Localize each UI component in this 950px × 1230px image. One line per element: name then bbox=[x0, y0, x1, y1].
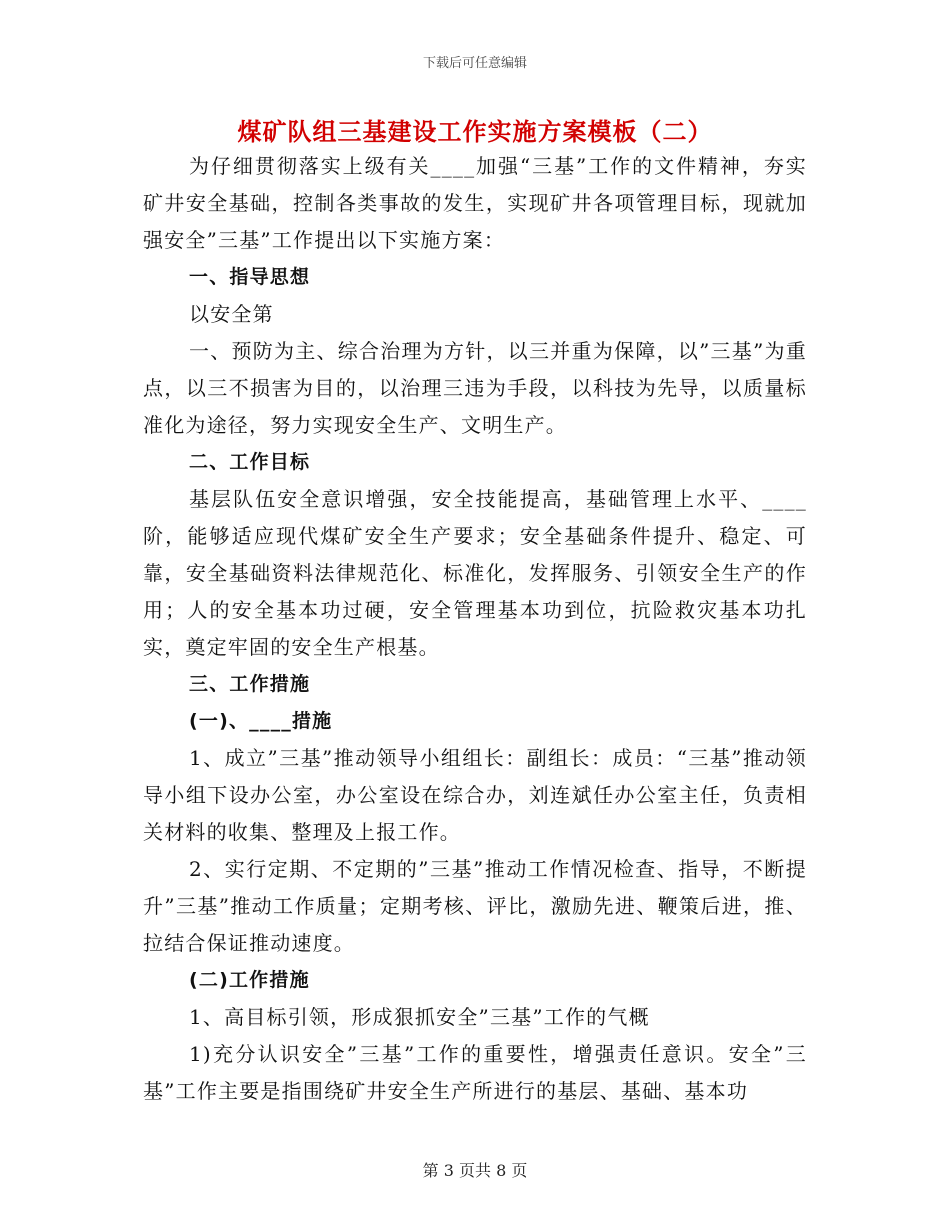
paragraph-measure-2: 2、实行定期、不定期的”三基”推动工作情况检查、指导，不断提升”三基”推动工作质量；定期考核、评比，激励先进、鞭策后进，推、拉结合保证推动速度。 bbox=[143, 857, 807, 955]
header-note: 下载后可任意编辑 bbox=[422, 56, 527, 71]
page-number: 第 3 页共 8 页 bbox=[422, 1161, 528, 1180]
paragraph-safety-first: 以安全第 bbox=[189, 302, 274, 326]
section-heading-work-measures: 三、工作措施 bbox=[189, 673, 311, 695]
paragraph-high-goal: 1、高目标引领，形成狠抓安全”三基”工作的气概 bbox=[189, 1005, 650, 1029]
paragraph-policy: 一、预防为主、综合治理为方针，以三并重为保障，以”三基”为重点，以三不损害为目的，以治理三违为手段，以科技为先导，以质量标准化为途径，努力实现安全生产、文明生产。 bbox=[143, 339, 807, 437]
subsection-heading-1: (一)、____措施 bbox=[189, 710, 333, 732]
subsection-heading-2: (二)工作措施 bbox=[189, 969, 310, 991]
section-heading-work-goals: 二、工作目标 bbox=[189, 451, 311, 473]
paragraph-intro: 为仔细贯彻落实上级有关____加强“三基”工作的文件精神，夯实矿井安全基础，控制各类事故的发生，实现矿井各项管理目标，现就加强安全”三基”工作提出以下实施方案： bbox=[143, 154, 807, 252]
paragraph-awareness: 1)充分认识安全”三基”工作的重要性，增强责任意识。安全”三基”工作主要是指围绕矿井安全生产所进行的基层、基础、基本功 bbox=[143, 1042, 807, 1103]
paragraph-goals: 基层队伍安全意识增强，安全技能提高，基础管理上水平、____阶，能够适应现代煤矿安全生产要求；安全基础条件提升、稳定、可靠，安全基础资料法律规范化、标准化，发挥服务、引领安全生产的作用；人的安全基本功过硬，安全管理基本功到位，抗险救灾基本功扎实，奠定牢固的安全生产根基。 bbox=[143, 487, 807, 659]
section-heading-guiding-ideology: 一、指导思想 bbox=[189, 266, 311, 288]
document-title: 煤矿队组三基建设工作实施方案模板（二） bbox=[237, 117, 713, 146]
document-body bbox=[143, 148, 807, 1110]
paragraph-measure-1: 1、成立”三基”推动领导小组组长：副组长：成员：“三基”推动领导小组下设办公室，办公室设在综合办，刘连斌任办公室主任，负责相关材料的收集、整理及上报工作。 bbox=[143, 746, 807, 844]
